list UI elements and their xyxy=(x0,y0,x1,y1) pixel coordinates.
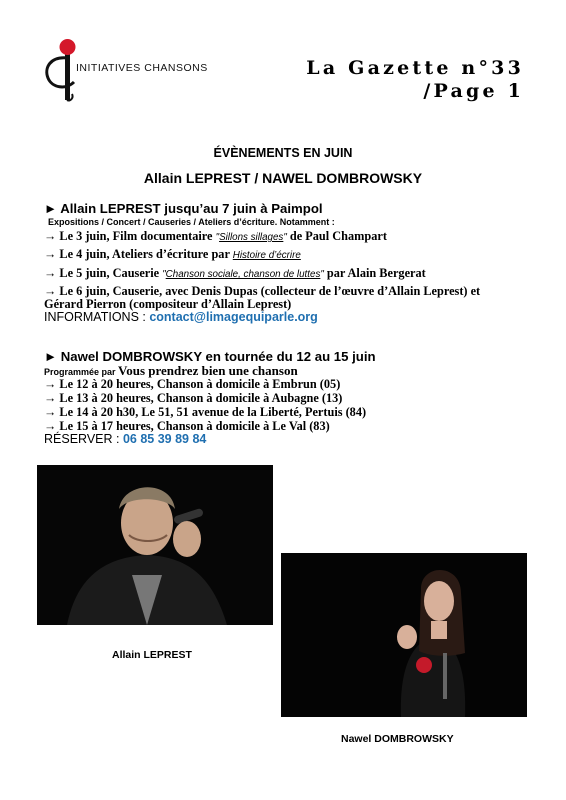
leprest-item-4b: Gérard Pierron (compositeur d’Allain Leprest) xyxy=(44,297,292,311)
gazette-title-line2: /Page 1 xyxy=(423,80,524,102)
leprest-title: ► Allain LEPREST jusqu’au 7 juin à Paimpol xyxy=(44,201,323,216)
events-subheading: Allain LEPREST / NAWEL DOMBROWSKY xyxy=(143,170,423,186)
dombrowsky-reserve: RÉSERVER : 06 85 39 89 84 xyxy=(44,432,207,446)
dombrowsky-date-4: → Le 15 à 17 heures, Chanson à domicile à Le Val (83) xyxy=(44,419,330,433)
dombrowsky-date-2: → Le 13 à 20 heures, Chanson à domicile à Aubagne (13) xyxy=(44,391,343,405)
caption-photo-2: Nawel DOMBROWSKY xyxy=(341,733,454,745)
leprest-item-1: → Le 3 juin, Film documentaire "Sillons sillages" de Paul Champart xyxy=(44,229,387,243)
photo-allain-leprest xyxy=(37,465,273,625)
leprest-subtitle: Expositions / Concert / Causeries / Ateliers d’écriture. Notamment : xyxy=(48,217,335,227)
logo-text: INITIATIVES CHANSONS xyxy=(76,62,208,74)
quote-histoire: Histoire d’écrire xyxy=(232,250,301,261)
events-heading: ÉVÈNEMENTS EN JUIN xyxy=(213,146,353,160)
leprest-item-4a: → Le 6 juin, Causerie, avec Denis Dupas (collecteur de l’œuvre d’Allain Leprest) et xyxy=(44,284,481,298)
contact-email-link[interactable]: contact@limagequiparle.org xyxy=(149,310,318,324)
dombrowsky-date-1: → Le 12 à 20 heures, Chanson à domicile à Embrun (05) xyxy=(44,377,341,391)
dombrowsky-date-3: → Le 14 à 20 h30, Le 51, 51 avenue de la Liberté, Pertuis (84) xyxy=(44,405,367,419)
quote-chanson-sociale: Chanson sociale, chanson de luttes xyxy=(165,269,321,280)
leprest-item-3: → Le 5 juin, Causerie "Chanson sociale, chanson de luttes" par Alain Bergerat xyxy=(44,266,426,280)
dombrowsky-title: ► Nawel DOMBROWSKY en tournée du 12 au 15 juin xyxy=(44,349,376,364)
programmer-name: Vous prendrez bien une chanson xyxy=(118,363,298,378)
photo-nawel-dombrowsky xyxy=(281,553,527,717)
quote-sillons: Sillons sillages xyxy=(219,232,284,243)
caption-photo-1: Allain LEPREST xyxy=(112,649,192,661)
reserve-phone-link[interactable]: 06 85 39 89 84 xyxy=(122,432,207,446)
dombrowsky-programmed-by: Programmée par Vous prendrez bien une chanson xyxy=(44,363,298,378)
gazette-title-line1: La Gazette n°33 xyxy=(306,57,524,79)
gazette-title xyxy=(204,57,524,103)
leprest-info: INFORMATIONS : contact@limagequiparle.org xyxy=(44,310,318,324)
logo xyxy=(40,38,215,104)
leprest-item-2: → Le 4 juin, Ateliers d’écriture par Histoire d’écrire xyxy=(44,247,301,261)
